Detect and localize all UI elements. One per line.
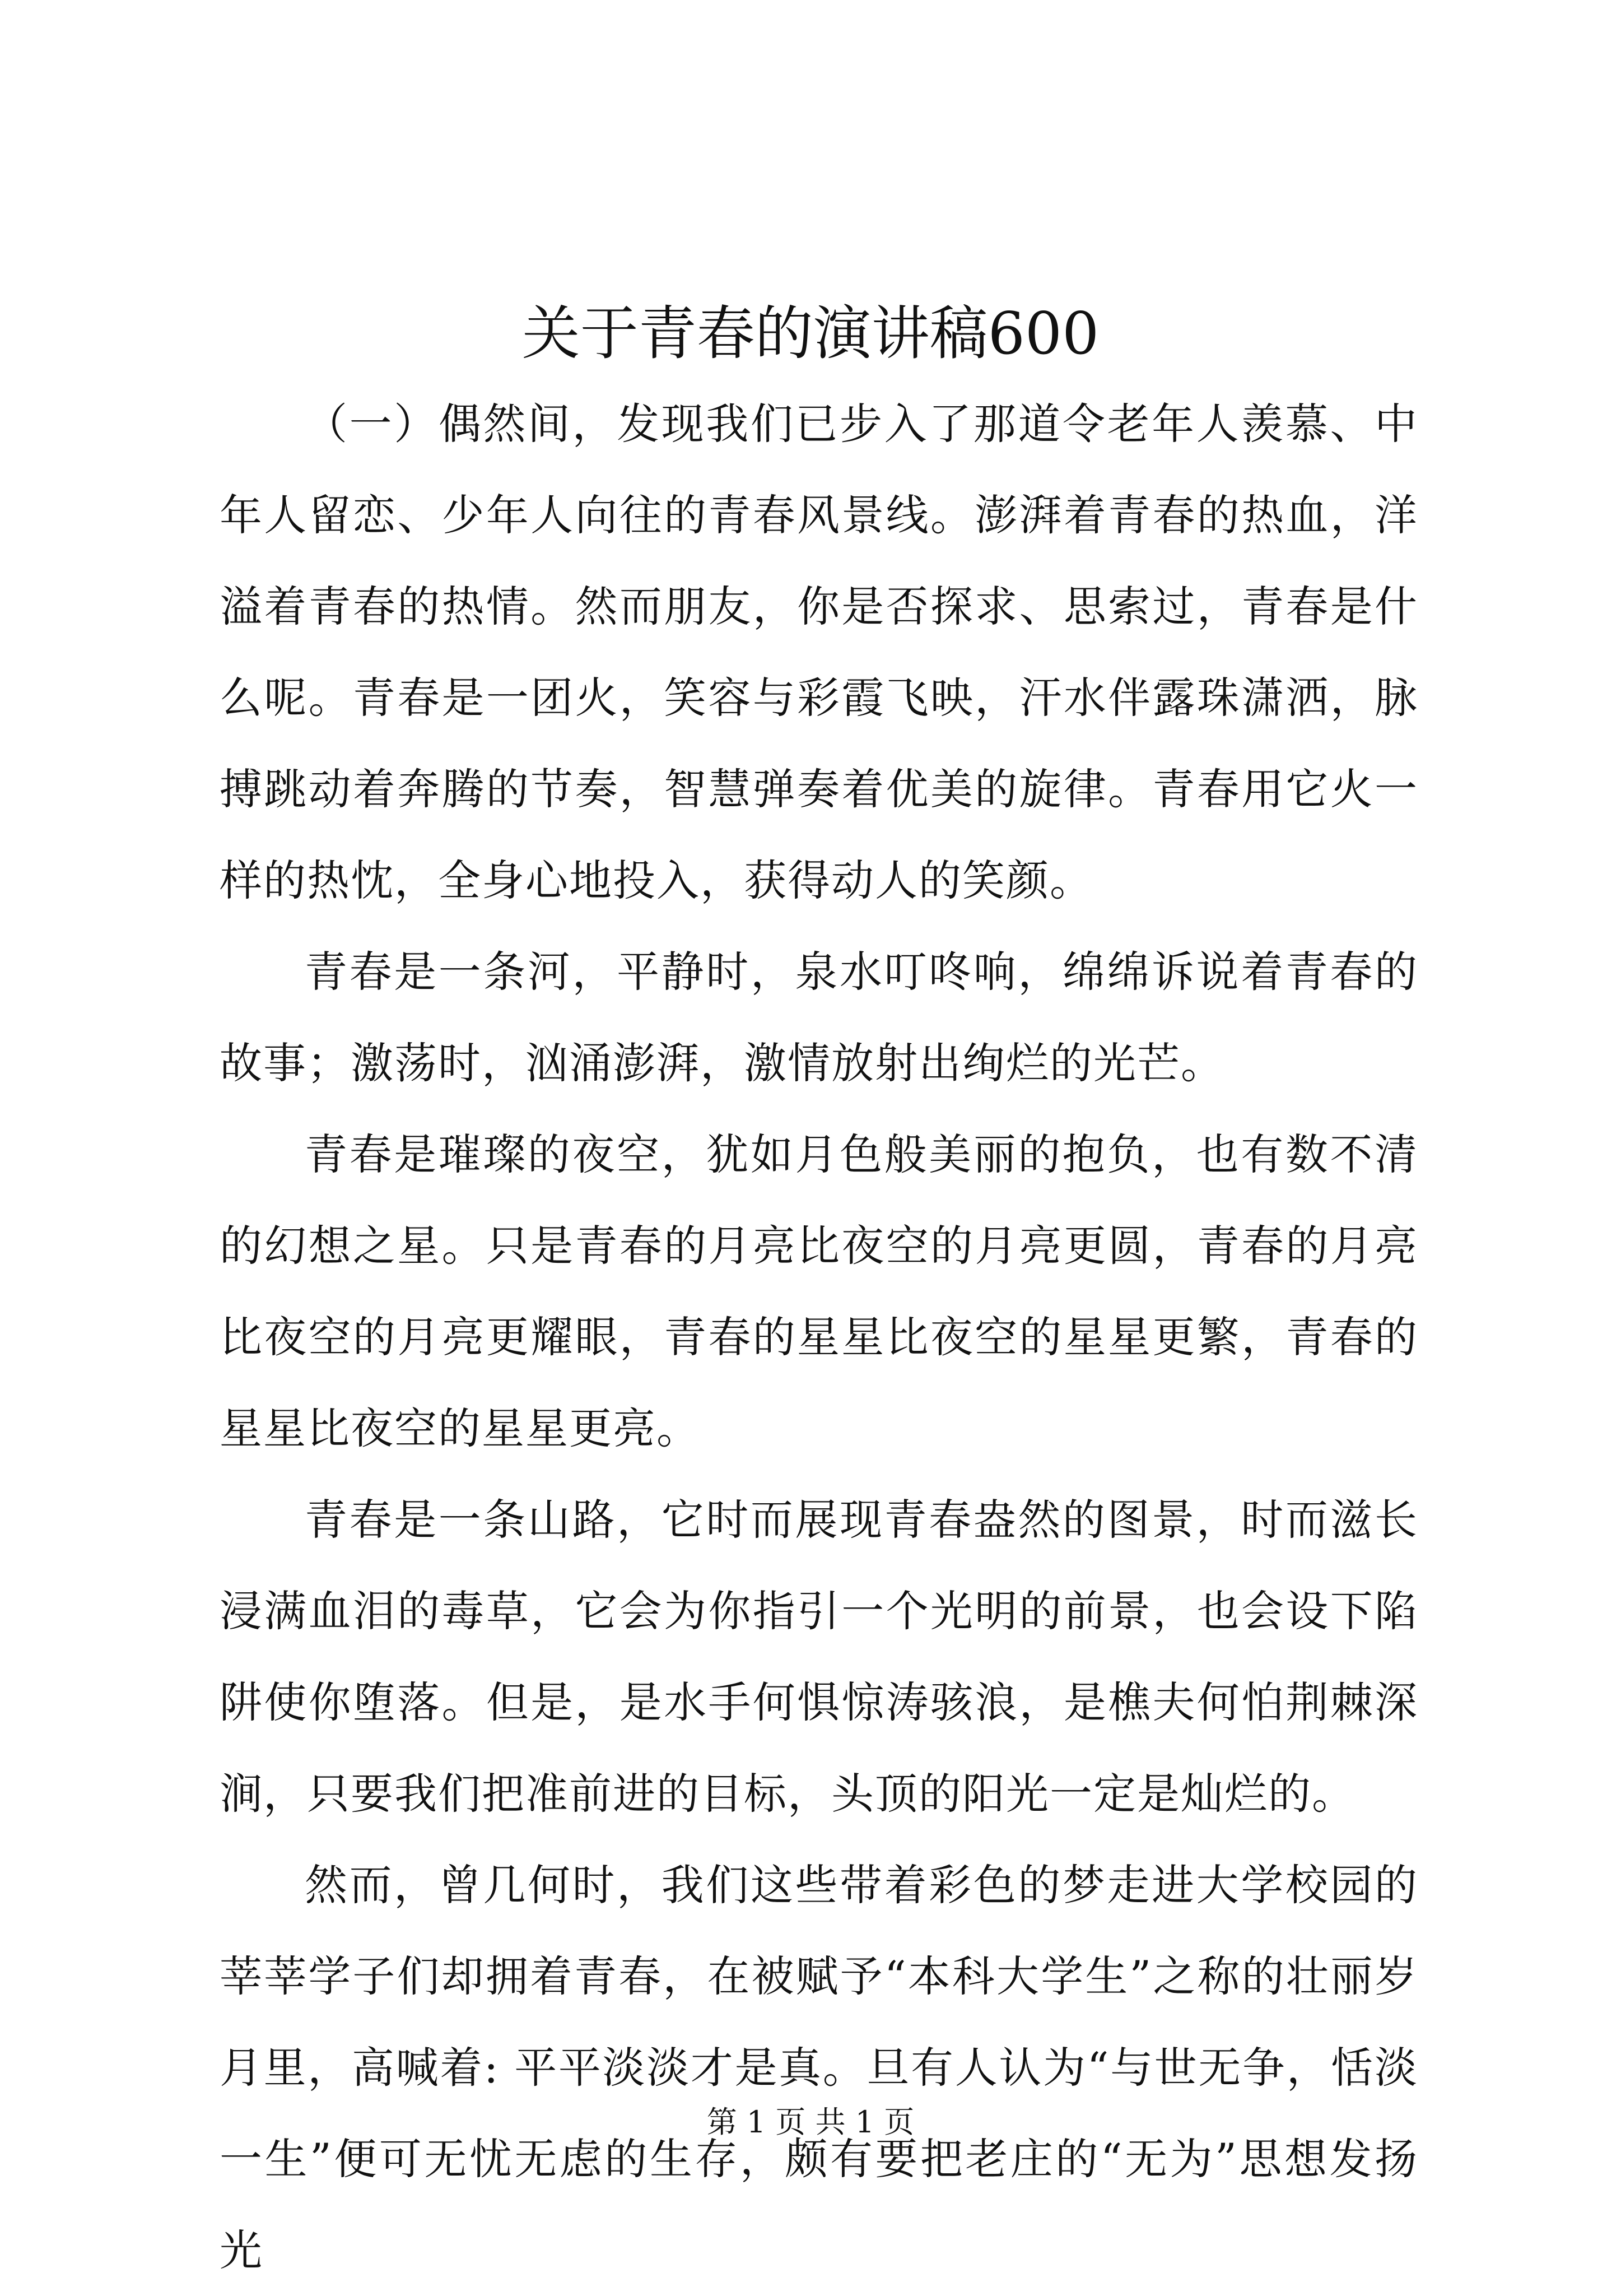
- document-title: 关于青春的演讲稿600: [521, 299, 1100, 368]
- page-number-label: 第 1 页 共 1 页: [706, 2104, 915, 2140]
- paragraph-2: 青春是一条河，平静时，泉水叮咚响，绵绵诉说着青春的故事；激荡时，汹涌澎湃，激情放射出绚烂的光芒。: [220, 947, 1418, 1088]
- paragraph-1: （一）偶然间，发现我们已步入了那道令老年人羡慕、中年人留恋、少年人向往的青春风景线。澎湃着青春的热血，洋溢着青春的热情。然而朋友，你是否探求、思索过，青春是什么呢。青春是一团火，笑容与彩霞飞映，汗水伴露珠潇洒，脉搏跳动着奔腾的节奏，智慧弹奏着优美的旋律。青春用它火一样的热忱，全身心地投入，获得动人的笑颜。: [220, 399, 1418, 905]
- paragraph-3: 青春是璀璨的夜空，犹如月色般美丽的抱负，也有数不清的幻想之星。只是青春的月亮比夜空的月亮更圆，青春的月亮比夜空的月亮更耀眼，青春的星星比夜空的星星更繁，青春的星星比夜空的星星更亮。: [220, 1130, 1418, 1453]
- page-footer: [0, 2100, 1621, 2145]
- document-body: [220, 378, 1418, 2296]
- paragraph-4: 青春是一条山路，它时而展现青春盎然的图景，时而滋长浸满血泪的毒草，它会为你指引一个光明的前景，也会设下陷阱使你堕落。但是，是水手何惧惊涛骇浪，是樵夫何怕荆棘深涧，只要我们把准前进的目标，头顶的阳光一定是灿烂的。: [220, 1495, 1418, 1819]
- paragraph-5: 然而，曾几何时，我们这些带着彩色的梦走进大学校园的莘莘学子们却拥着青春，在被赋予“本科大学生”之称的壮丽岁月里，高喊着: 平平淡淡才是真。旦有人认为“与世无争，恬淡一生”便可无忧无虑的生存，颇有要把老庄的“无为”思想发扬光: [220, 1860, 1418, 2275]
